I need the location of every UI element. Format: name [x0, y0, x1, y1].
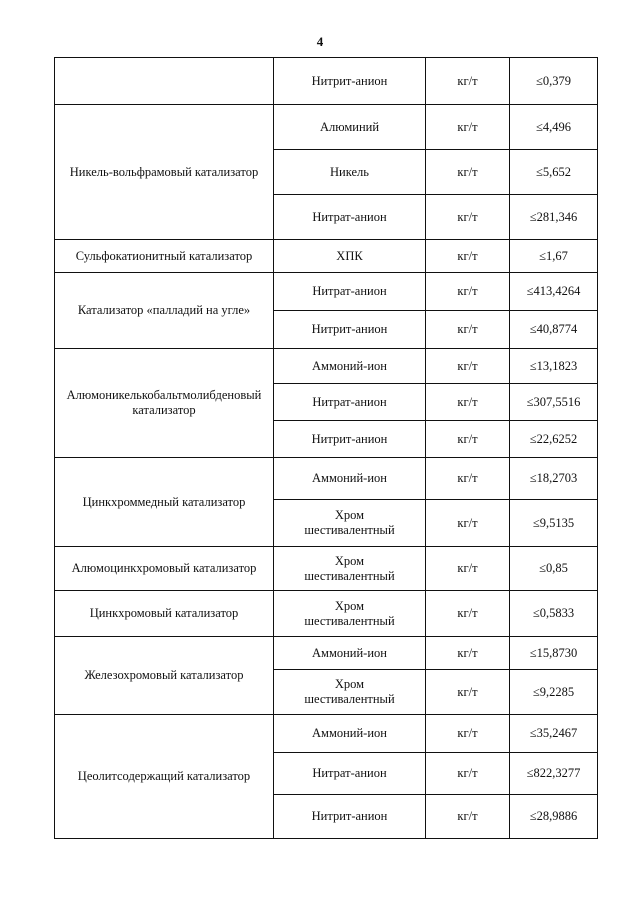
limit-value-cell: ≤22,6252 [510, 421, 598, 458]
unit-cell: кг/т [426, 637, 510, 670]
substance-cell: Нитрит-анион [274, 795, 426, 839]
unit-cell: кг/т [426, 311, 510, 349]
substance-cell: Хром шестивалентный [274, 500, 426, 547]
substance-cell: Алюминий [274, 105, 426, 150]
limit-value-cell: ≤18,2703 [510, 458, 598, 500]
unit-cell: кг/т [426, 753, 510, 795]
limit-value-cell: ≤9,2285 [510, 670, 598, 715]
table-row [55, 547, 598, 591]
unit-cell: кг/т [426, 795, 510, 839]
limit-value-cell: ≤40,8774 [510, 311, 598, 349]
substance-cell: Аммоний-ион [274, 637, 426, 670]
limit-value-cell: ≤0,5833 [510, 591, 598, 637]
limit-value-cell: ≤413,4264 [510, 273, 598, 311]
substance-cell: Аммоний-ион [274, 458, 426, 500]
substance-cell: Аммоний-ион [274, 715, 426, 753]
substance-cell: Нитрат-анион [274, 753, 426, 795]
table-row [55, 105, 598, 150]
substance-cell: Нитрат-анион [274, 273, 426, 311]
page-number: 4 [316, 34, 324, 49]
limit-value-cell: ≤0,379 [510, 58, 598, 105]
unit-cell: кг/т [426, 500, 510, 547]
table-row [55, 637, 598, 670]
limit-value-cell: ≤9,5135 [510, 500, 598, 547]
catalyst-name-cell: Цинкхроммедный катализатор [55, 458, 274, 547]
table-row [55, 58, 598, 105]
substance-cell: Нитрит-анион [274, 311, 426, 349]
limit-value-cell: ≤28,9886 [510, 795, 598, 839]
catalyst-name-cell: Цеолитсодержащий катализатор [55, 715, 274, 839]
unit-cell: кг/т [426, 547, 510, 591]
table-row [55, 240, 598, 273]
catalyst-name-cell: Никель-вольфрамовый катализатор [55, 105, 274, 240]
unit-cell: кг/т [426, 421, 510, 458]
unit-cell: кг/т [426, 105, 510, 150]
unit-cell: кг/т [426, 591, 510, 637]
catalyst-name-cell: Катализатор «палладий на угле» [55, 273, 274, 349]
table-row [55, 458, 598, 500]
limit-value-cell: ≤15,8730 [510, 637, 598, 670]
limit-value-cell: ≤281,346 [510, 195, 598, 240]
substance-cell: Нитрат-анион [274, 195, 426, 240]
catalyst-name-cell: Железохромовый катализатор [55, 637, 274, 715]
limit-value-cell: ≤4,496 [510, 105, 598, 150]
substance-cell: Аммоний-ион [274, 349, 426, 384]
unit-cell: кг/т [426, 150, 510, 195]
limit-value-cell: ≤1,67 [510, 240, 598, 273]
catalyst-name-cell: Цинкхромовый катализатор [55, 591, 274, 637]
limit-value-cell: ≤5,652 [510, 150, 598, 195]
unit-cell: кг/т [426, 458, 510, 500]
table-row [55, 273, 598, 311]
limit-value-cell: ≤0,85 [510, 547, 598, 591]
unit-cell: кг/т [426, 670, 510, 715]
table-body [55, 58, 598, 839]
table-row [55, 591, 598, 637]
limit-value-cell: ≤307,5516 [510, 384, 598, 421]
unit-cell: кг/т [426, 240, 510, 273]
catalyst-name-cell: Сульфокатионитный катализатор [55, 240, 274, 273]
limit-value-cell: ≤822,3277 [510, 753, 598, 795]
substance-cell: Хром шестивалентный [274, 670, 426, 715]
substance-cell: Никель [274, 150, 426, 195]
table-row [55, 715, 598, 753]
limit-value-cell: ≤35,2467 [510, 715, 598, 753]
substance-cell: Хром шестивалентный [274, 547, 426, 591]
substance-cell: Нитрат-анион [274, 384, 426, 421]
catalyst-emission-table [54, 57, 598, 839]
unit-cell: кг/т [426, 349, 510, 384]
unit-cell: кг/т [426, 273, 510, 311]
substance-cell: Нитрит-анион [274, 421, 426, 458]
substance-cell: ХПК [274, 240, 426, 273]
unit-cell: кг/т [426, 715, 510, 753]
catalyst-name-cell: Алюмоцинкхромовый катализатор [55, 547, 274, 591]
unit-cell: кг/т [426, 195, 510, 240]
substance-cell: Хром шестивалентный [274, 591, 426, 637]
limit-value-cell: ≤13,1823 [510, 349, 598, 384]
catalyst-name-cell [55, 58, 274, 105]
unit-cell: кг/т [426, 384, 510, 421]
table-row [55, 349, 598, 384]
catalyst-name-cell: Алюмоникелькобальтмолибденовый катализатор [55, 349, 274, 458]
substance-cell: Нитрит-анион [274, 58, 426, 105]
unit-cell: кг/т [426, 58, 510, 105]
